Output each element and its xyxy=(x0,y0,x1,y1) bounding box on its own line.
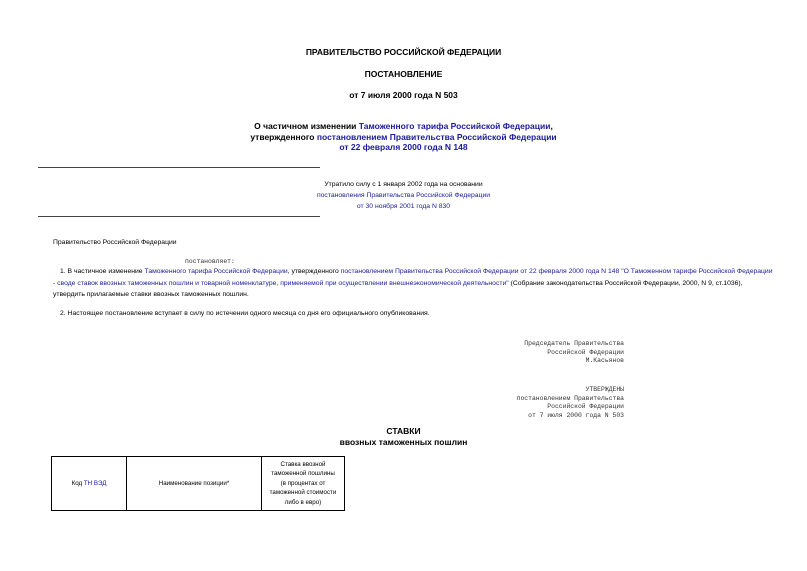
resolution-link[interactable]: постановлением Правительства Российской Федерации xyxy=(316,131,557,142)
tn-ved-link[interactable]: ТН ВЭД xyxy=(83,479,107,487)
title-prefix: О частичном изменении xyxy=(254,121,359,131)
approved-line-4: от 7 июля 2000 года N 503 xyxy=(528,411,624,419)
col-rate-line-5: либо в евро) xyxy=(284,498,322,506)
paragraph-2: 2. Настоящее постановление вступает в силу по истечении одного месяца со дня его официального опубликования. xyxy=(60,310,430,317)
col-name-header: Наименование позиции* xyxy=(127,457,262,511)
title-comma: , xyxy=(550,121,553,131)
p1-text-c: (Собрание законодательства Российской Федерации, 2000, N 9, ст.1036), утвердить прилагаемые ставки ввозных таможенных пошлин. xyxy=(53,279,743,298)
col-code-header xyxy=(52,457,127,511)
approved-block xyxy=(517,386,624,420)
table-header-row xyxy=(52,457,345,511)
customs-tariff-link[interactable]: Таможенного тарифа Российской Федерации xyxy=(358,121,551,131)
status-note xyxy=(0,179,807,212)
approved-line-3: Российской Федерации xyxy=(547,403,624,410)
rates-table xyxy=(51,456,345,511)
signature-line-2: Российской Федерации xyxy=(547,348,624,356)
signature-line-3: М.Касьянов xyxy=(585,357,624,364)
col-code-prefix: Код xyxy=(71,479,84,487)
top-divider xyxy=(38,167,320,168)
document-type: ПОСТАНОВЛЕНИЕ xyxy=(364,69,443,79)
title-approved: утвержденного xyxy=(250,131,317,142)
col-rate-line-4: таможенной стоимости xyxy=(269,489,337,497)
bottom-divider xyxy=(38,216,320,217)
approved-line-1: УТВЕРЖДЕНЫ xyxy=(585,386,624,393)
p1-text-b: , утвержденного xyxy=(287,268,341,275)
approved-line-2: постановлением Правительства xyxy=(516,394,624,402)
status-date-link[interactable]: от 30 ноября 2001 года N 830 xyxy=(356,203,451,210)
document-title xyxy=(0,121,807,153)
status-resolution-link[interactable]: постановления Правительства Российской Федерации xyxy=(316,192,491,199)
p1-resolution-link[interactable]: постановлением Правительства Российской Федерации от 22 февраля 2000 года N 148 "О Таможенном тарифе Российской Федерации - своде ставок ввозных таможенных пошлин и товарной номенклатуре, применяемой при осуществлении внешнеэкономической деятельности" xyxy=(53,268,773,287)
signature-block xyxy=(524,340,624,366)
col-rate-line-3: (в процентах от xyxy=(280,479,326,487)
p1-text-a: 1. В частичное изменение xyxy=(60,268,145,275)
preamble: Правительство Российской Федерации xyxy=(53,239,177,246)
signature-line-1: Председатель Правительства xyxy=(524,340,624,347)
rates-subtitle: ввозных таможенных пошлин xyxy=(339,437,468,447)
col-rate-line-2: таможенной пошлины xyxy=(271,470,335,478)
rates-title: СТАВКИ xyxy=(386,426,421,436)
paragraph-1 xyxy=(53,266,775,301)
resolution-date-link[interactable]: от 22 февраля 2000 года N 148 xyxy=(339,142,468,152)
p1-tariff-link[interactable]: Таможенного тарифа Российской Федерации xyxy=(144,268,288,275)
status-line-1: Утратило силу с 1 января 2002 года на основании xyxy=(324,181,483,188)
col-rate-header xyxy=(262,457,345,511)
resolves: постановляет: xyxy=(185,258,235,265)
col-rate-line-1: Ставка ввозной xyxy=(280,460,326,468)
document-date-number: от 7 июля 2000 года N 503 xyxy=(349,90,458,100)
government-header: ПРАВИТЕЛЬСТВО РОССИЙСКОЙ ФЕДЕРАЦИИ xyxy=(305,47,502,57)
